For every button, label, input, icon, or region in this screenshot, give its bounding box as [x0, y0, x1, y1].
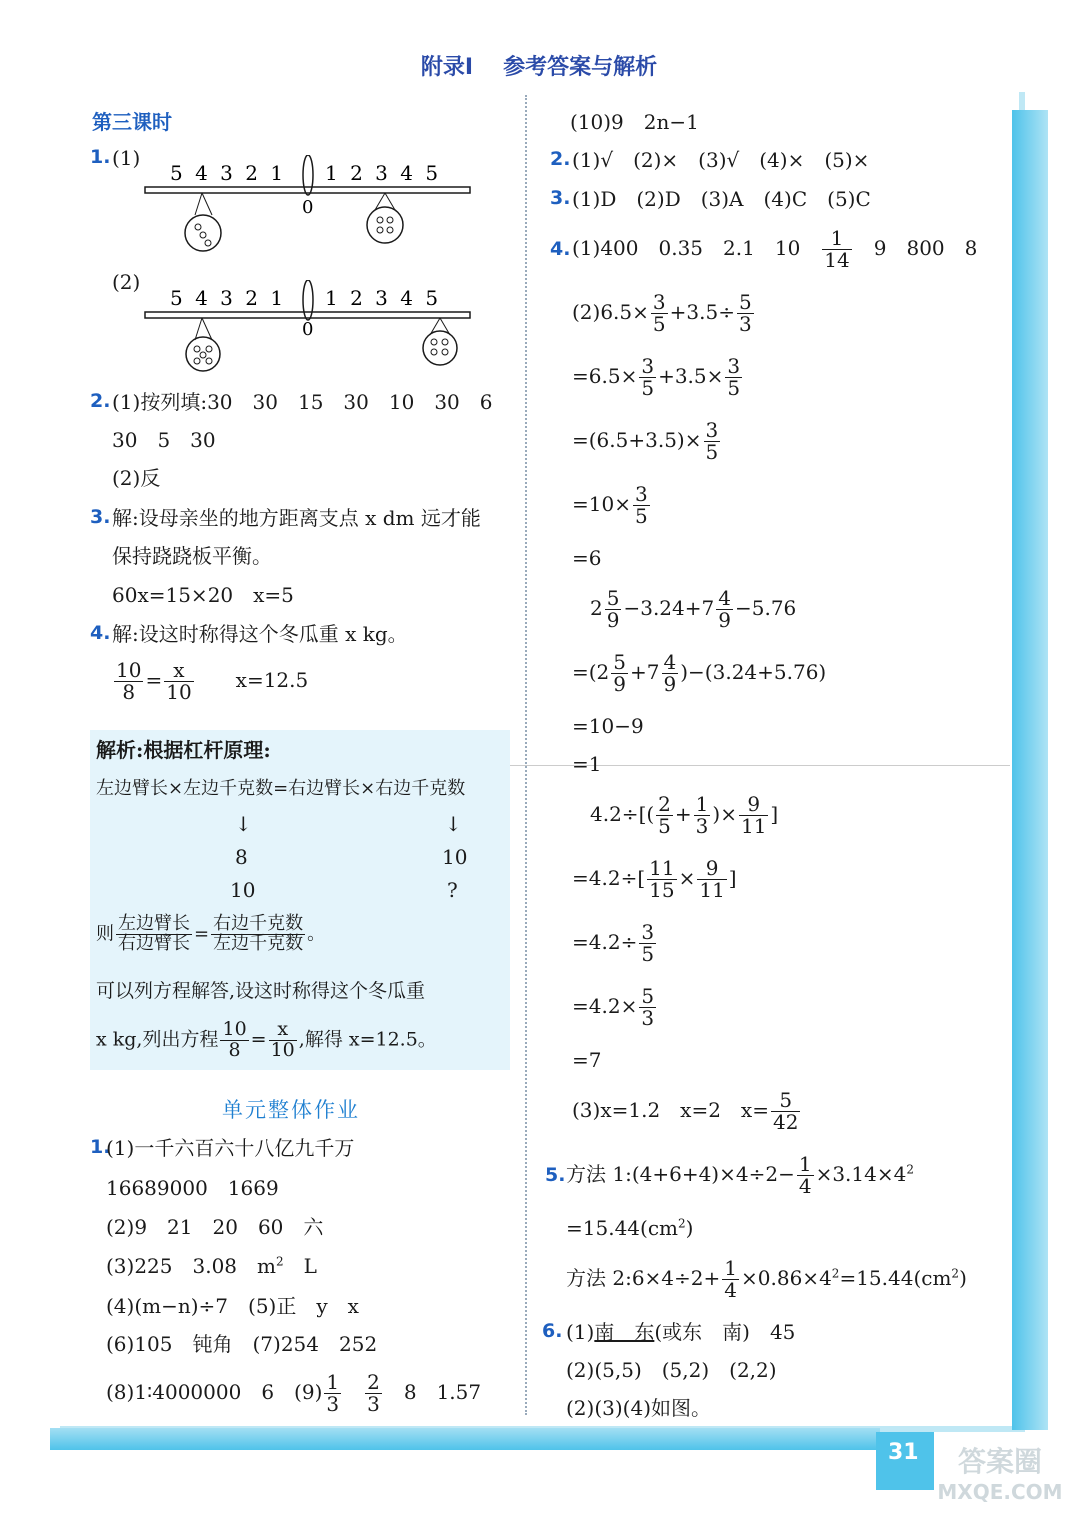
q4-line1: 解:设这时称得这个冬瓜重 x kg。: [112, 622, 408, 646]
fulcrum-pivot: [303, 280, 313, 320]
left-weight-bag: [185, 215, 221, 251]
fraction: $\frac{\text{右边千克数}}{\text{左边千克数}}$: [213, 913, 304, 954]
fraction: $\frac{9}{11}$: [740, 792, 767, 838]
arrow-icon: ↓: [235, 812, 252, 836]
weight-ball: [206, 358, 212, 364]
r-q6-l2: (2)(5,5) (5,2) (2,2): [566, 1358, 777, 1382]
fulcrum-pivot: [303, 155, 313, 195]
fraction: $\frac{x}{10}$: [166, 658, 192, 704]
r-q4-e1: (2)6.5× $\frac{3}{5}$ +3.5÷ $\frac{5}{3}$: [572, 290, 752, 336]
r-q5-l3: 方法 2:6×4÷2+ $\frac{1}{4}$ $\times 0.86\times 4^2=15.44(cm^2)$: [566, 1256, 967, 1302]
r-top-line: (10)9 2n−1: [570, 110, 699, 134]
fraction: $\frac{\text{左边臂长}}{\text{右边臂长}}$: [118, 913, 190, 954]
watermark: [930, 1440, 1070, 1530]
lever-diagram-2: [140, 280, 480, 380]
r-q2-text: (1)√ (2)× (3)√ (4)× (5)×: [572, 148, 870, 172]
fraction: $\frac{3}{5}$: [641, 354, 655, 400]
fraction: $\frac{10}{8}$: [116, 658, 142, 704]
fraction: $\frac{1}{3}$: [695, 792, 709, 838]
weight-ball: [194, 358, 200, 364]
arrow-icon: ↓: [445, 812, 462, 836]
page-number: 31: [876, 1432, 934, 1490]
weight-ball: [377, 227, 383, 233]
analysis-value: 8: [235, 845, 248, 869]
fraction: $\frac{5}{42}$: [772, 1088, 799, 1134]
weight-ball: [387, 217, 393, 223]
question-number: 1.: [90, 146, 111, 168]
fraction: $\frac{1}{4}$: [798, 1152, 812, 1198]
u1-line2: 16689000 1669: [106, 1176, 279, 1200]
analysis-value: 10: [442, 845, 468, 869]
u1-line5: (4)(m−n)÷7 (5)正 y x: [106, 1294, 359, 1318]
r-q4-p3: (3)x=1.2 x=2 x= $\frac{5}{42}$: [572, 1088, 799, 1134]
weight-ball: [431, 339, 437, 345]
r-q4-e4: =10× $\frac{3}{5}$: [572, 482, 648, 528]
watermark-line2: MXQE.COM: [937, 1480, 1063, 1504]
fraction: $\frac{10}{8}$: [222, 1018, 247, 1061]
q3-line1: 解:设母亲坐的地方距离支点 x dm 远才能: [112, 506, 481, 530]
r-q6-l1: (1)南 东(或东 南) 45: [566, 1320, 796, 1344]
fraction: $\frac{1}{4}$: [724, 1256, 738, 1302]
question-number: 4.: [90, 622, 111, 644]
lesson-title: 第三课时: [92, 110, 172, 134]
right-weight-bag: [423, 331, 457, 365]
lever-bar: [145, 187, 470, 193]
scale-right-labels: 1 2 3 4 5: [325, 161, 442, 185]
r-q4-m2: =(2 $\frac{5}{9}$ +7 $\frac{4}{9}$ )−(3.24+5.76): [572, 650, 827, 696]
weight-ball: [205, 240, 211, 246]
side-bar: [1012, 110, 1048, 1430]
r-q4-d4: =4.2× $\frac{5}{3}$: [572, 984, 655, 1030]
fraction: $\frac{5}{3}$: [738, 290, 752, 336]
question-number: 3.: [90, 506, 111, 528]
fraction: $\frac{5}{3}$: [641, 984, 655, 1030]
analysis-line1: 可以列方程解答,设这时称得这个冬瓜重: [96, 980, 426, 1002]
fraction: $\frac{3}{5}$: [652, 290, 666, 336]
q3-line2: 保持跷跷板平衡。: [112, 544, 272, 568]
r-q4-e2: =6.5× $\frac{3}{5}$ +3.5× $\frac{3}{5}$: [572, 354, 741, 400]
q1-part2-label: (2): [112, 270, 141, 294]
fraction: $\frac{5}{9}$: [613, 650, 627, 696]
fraction: $\frac{1}{14}$: [824, 226, 850, 272]
q2-line2: 30 5 30: [112, 428, 216, 452]
question-number: 1.: [90, 1136, 111, 1158]
zero-label: 0: [302, 319, 314, 340]
r-q4-l1: (1)400 0.35 2.1 10 $\frac{1}{14}$ 9 800 8: [572, 226, 978, 272]
question-number: 4.: [550, 238, 571, 260]
lever-bar: [145, 312, 470, 318]
q2-line1: (1)按列填:30 30 15 30 10 30 6: [112, 390, 493, 414]
lever-diagram-1: [140, 155, 480, 260]
weight-ball: [387, 227, 393, 233]
left-weight-bag: [186, 337, 220, 371]
appendix-label: 附录Ⅰ: [420, 55, 474, 80]
column-divider: [525, 95, 527, 1415]
fraction: $\frac{4}{9}$: [718, 586, 731, 632]
weight-ball: [431, 349, 437, 355]
analysis-line2: x kg,列出方程 $\frac{10}{8}$ = $\frac{x}{10}$ ,解得 x=12.5。: [96, 1018, 437, 1061]
fraction: $\frac{11}{15}$: [649, 856, 675, 902]
analysis-formula: 左边臂长×左边千克数=右边臂长×右边千克数: [96, 778, 466, 799]
analysis-value: 10: [230, 878, 256, 902]
fraction: $\frac{5}{9}$: [606, 586, 620, 632]
question-number: 2.: [90, 390, 111, 412]
fraction: $\frac{3}{5}$: [634, 482, 648, 528]
q2-line3: (2)反: [112, 466, 161, 490]
u1-line4: (3)225 3.08 $m^2$ L: [106, 1254, 317, 1278]
watermark-line1: 答案圈: [957, 1445, 1042, 1478]
r-q4-d1: 4.2÷[( $\frac{2}{5}$ + $\frac{1}{3}$ )× $\frac{9}{11}$ ]: [590, 792, 779, 838]
left-hook: [195, 193, 202, 215]
r-q4-m4: =1: [572, 752, 602, 776]
weight-ball: [200, 232, 206, 238]
weight-ball: [442, 339, 448, 345]
r-q4-d5: =7: [572, 1048, 602, 1072]
question-number: 6.: [542, 1320, 563, 1342]
r-q4-d3: =4.2÷ $\frac{3}{5}$: [572, 920, 655, 966]
weight-ball: [206, 346, 212, 352]
weight-ball: [377, 217, 383, 223]
header-title: 参考答案与解析: [503, 55, 658, 80]
analysis-value: ?: [447, 878, 458, 902]
fraction: $\frac{1}{3}$: [326, 1370, 340, 1416]
analysis-ratio: 则 $\frac{\text{左边臂长}}{\text{右边臂长}}$ = $\frac{\text{右边千克数}}{\text{左边千克数}}$ 。: [96, 913, 326, 954]
analysis-head: 解析:根据杠杆原理:: [96, 738, 271, 762]
left-hook-2: [202, 193, 212, 215]
r-q4-e3: =(6.5+3.5)× $\frac{3}{5}$: [572, 418, 719, 464]
r-q4-m1: 2 $\frac{5}{9}$ −3.24+7 $\frac{4}{9}$ −5.76: [590, 586, 797, 632]
q4-equation: $\frac{10}{8}$ = $\frac{x}{10}$ x=12.5: [116, 658, 309, 704]
fraction: $\frac{x}{10}$: [270, 1018, 295, 1061]
weight-ball: [194, 346, 200, 352]
r-q4-d2: =4.2÷[ $\frac{11}{15}$ × $\frac{9}{11}$ ]: [572, 856, 737, 902]
zero-label: 0: [302, 197, 314, 218]
weight-ball: [442, 349, 448, 355]
fraction: $\frac{2}{3}$: [367, 1370, 380, 1416]
u1-line7: (8)1∶4000000 6 (9) $\frac{1}{3}$ $\frac{2}{3}$ 8 1.57: [106, 1370, 482, 1416]
u1-line1: (1)一千六百六十八亿九千万: [106, 1136, 355, 1160]
r-q4-e5: =6: [572, 546, 602, 570]
question-number: 2.: [550, 148, 571, 170]
weight-ball: [195, 224, 201, 230]
q3-line3: 60x=15×20 x=5: [112, 583, 294, 607]
question-number: 3.: [550, 187, 571, 209]
r-q5-l1: 方法 1:(4+6+4)×4÷2− $\frac{1}{4}$ $\times 3.14\times 4^2$: [566, 1152, 914, 1198]
scale-left-labels: 5 4 3 2 1: [170, 161, 287, 185]
fraction: $\frac{2}{5}$: [658, 792, 671, 838]
question-number: 5.: [545, 1164, 566, 1186]
fraction: $\frac{3}{5}$: [641, 920, 655, 966]
scale-left-labels: 5 4 3 2 1: [170, 286, 287, 310]
u1-line3: (2)9 21 20 60 六: [106, 1215, 324, 1239]
q1-part1-label: (1): [112, 146, 141, 170]
right-weight-bag: [367, 207, 403, 243]
fraction: $\frac{3}{5}$: [705, 418, 719, 464]
r-q4-m3: =10−9: [572, 714, 644, 738]
weight-ball: [200, 352, 206, 358]
r-q3-text: (1)D (2)D (3)A (4)C (5)C: [572, 187, 871, 211]
scale-right-labels: 1 2 3 4 5: [325, 286, 442, 310]
unit-title: 单元整体作业: [222, 1098, 360, 1122]
fraction: $\frac{9}{11}$: [699, 856, 725, 902]
fraction: $\frac{4}{9}$: [663, 650, 677, 696]
r-q6-l3: (2)(3)(4)如图。: [566, 1396, 711, 1420]
q4-result: x=12.5: [235, 668, 309, 692]
bottom-bar: [50, 1428, 880, 1450]
fraction: $\frac{3}{5}$: [727, 354, 741, 400]
page-header: [0, 50, 1078, 81]
u1-line6: (6)105 钝角 (7)254 252: [106, 1332, 378, 1356]
r-q5-l2: $=15.44(cm^2)$: [566, 1216, 694, 1240]
